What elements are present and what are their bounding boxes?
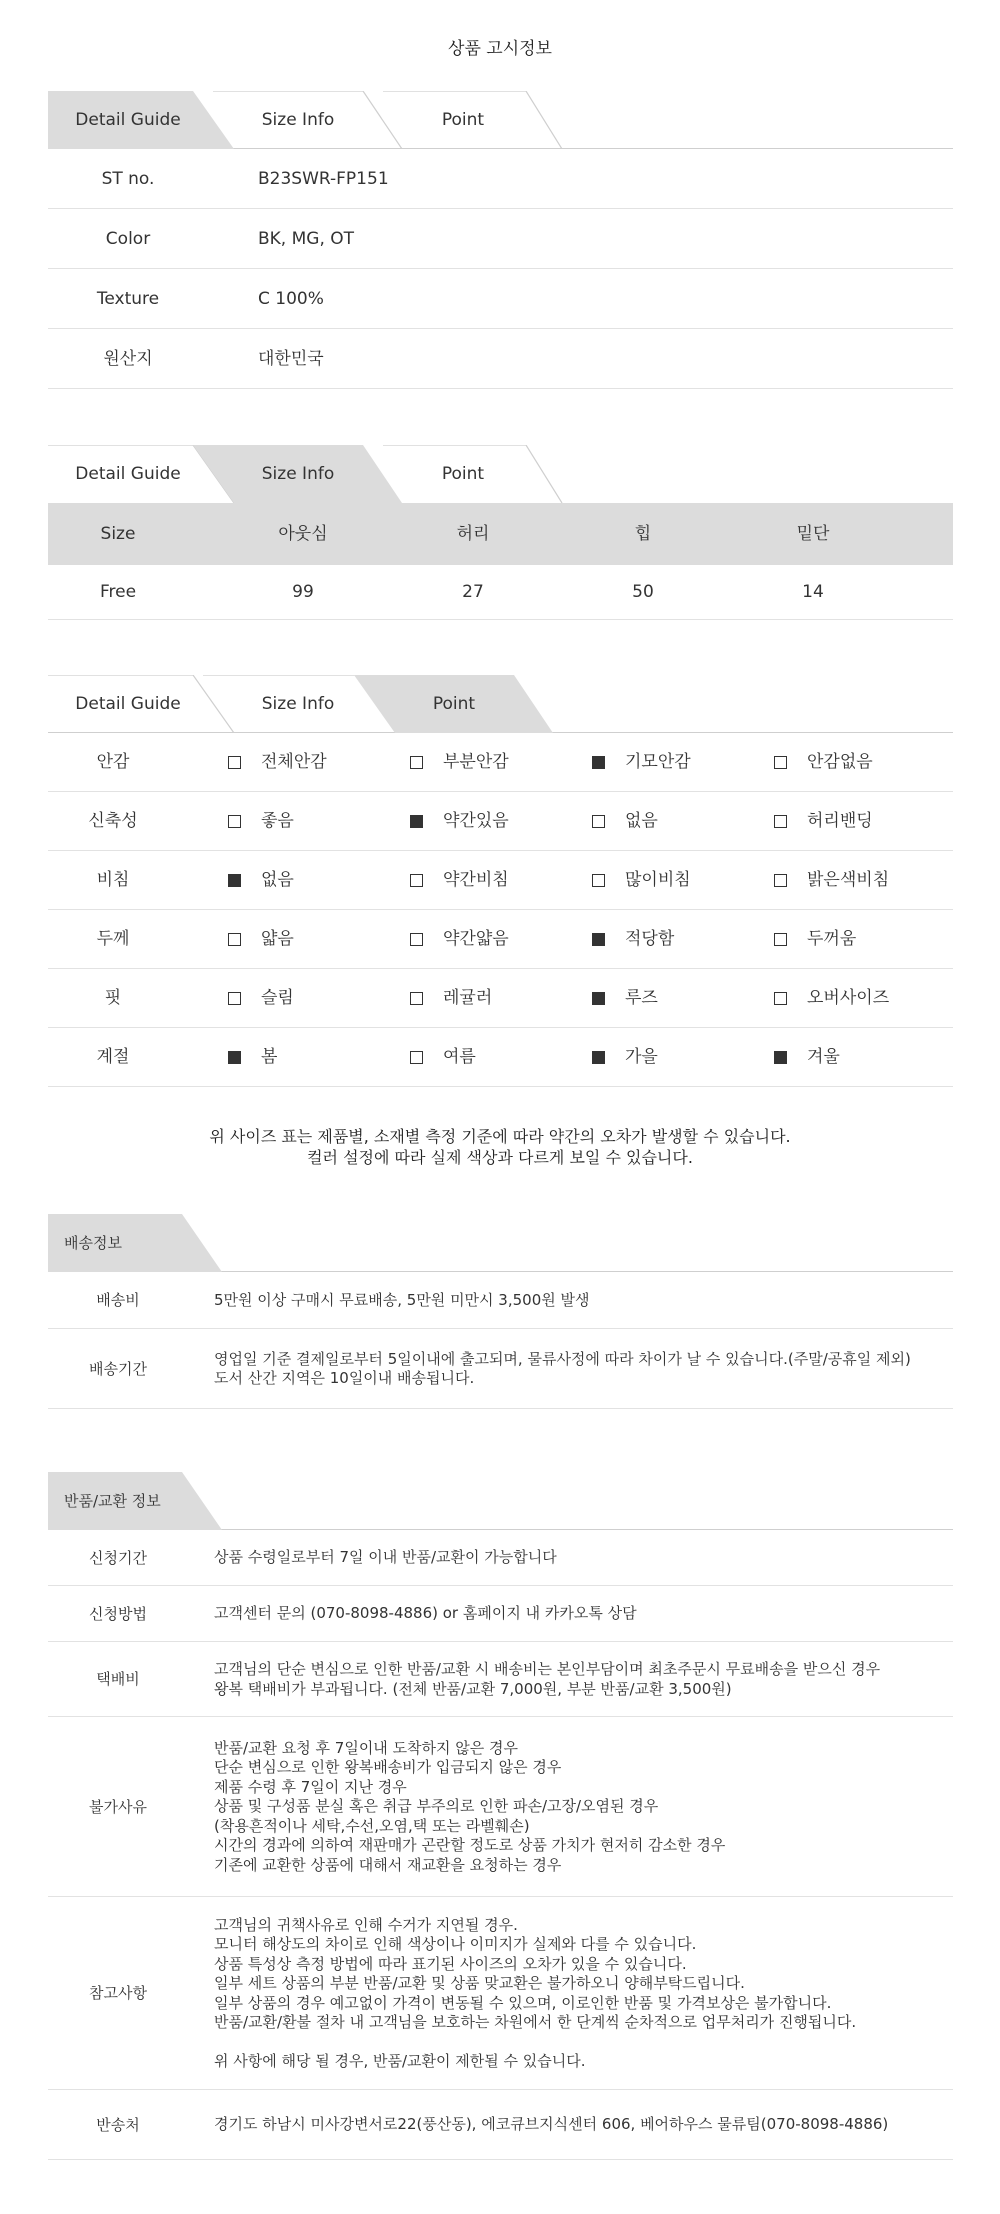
checked-box-icon — [592, 933, 605, 946]
text-line: 일부 세트 상품의 부분 반품/교환 및 상품 맞교환은 불가하오니 양해부탁드립니다. — [214, 1974, 745, 1992]
returns-row — [48, 1530, 953, 1586]
point-option-label: 약간있음 — [443, 811, 509, 831]
detail-row — [48, 209, 953, 269]
returns-table — [48, 1530, 953, 2160]
unchecked-box-icon — [410, 874, 423, 887]
tab-size-info[interactable] — [213, 91, 403, 149]
detail-row — [48, 329, 953, 389]
returns-row-label: 참고사항 — [89, 1984, 147, 2002]
unchecked-box-icon — [410, 933, 423, 946]
unchecked-box-icon — [228, 756, 241, 769]
tab-label: Size Info — [261, 464, 335, 484]
unchecked-box-icon — [228, 815, 241, 828]
point-option-label: 전체안감 — [261, 752, 327, 772]
point-option-label: 레귤러 — [443, 988, 493, 1008]
point-section — [48, 675, 953, 1087]
tab-point[interactable] — [383, 445, 563, 503]
unchecked-box-icon — [774, 874, 787, 887]
size-cell: 27 — [462, 582, 484, 602]
size-header-cell: 아웃심 — [278, 524, 328, 544]
point-option-label: 부분안감 — [443, 752, 509, 772]
size-cell: 99 — [292, 582, 314, 602]
size-cell: 50 — [632, 582, 654, 602]
checked-box-icon — [774, 1051, 787, 1064]
text-line: (착용흔적이나 세탁,수선,오염,택 또는 라벨훼손) — [214, 1816, 530, 1835]
point-option-label: 두꺼움 — [807, 929, 857, 949]
size-header-cell: 허리 — [456, 524, 490, 544]
size-cell: Free — [99, 582, 137, 602]
tab-label: Detail Guide — [75, 110, 181, 130]
text-line: 기존에 교환한 상품에 대해서 재교환을 요청하는 경우 — [214, 1855, 562, 1874]
point-option-label: 적당함 — [625, 929, 675, 949]
unchecked-box-icon — [228, 992, 241, 1005]
point-option-label: 밝은색비침 — [807, 870, 890, 890]
checked-box-icon — [592, 756, 605, 769]
point-option-label: 안감없음 — [807, 752, 873, 772]
returns-row — [48, 1586, 953, 1642]
tab-label: Detail Guide — [75, 694, 181, 714]
notice-line: 컬러 설정에 따라 실제 색상과 다르게 보일 수 있습니다. — [307, 1148, 693, 1167]
shipping-table — [48, 1272, 953, 1409]
point-option-label: 얇음 — [261, 929, 294, 949]
text-line: 영업일 기준 결제일로부터 5일이내에 출고되며, 물류사정에 따라 차이가 날 수 있습니다.(주말/공휴일 제외) — [214, 1349, 911, 1368]
unchecked-box-icon — [410, 1051, 423, 1064]
text-line: 반품/교환/환불 절차 내 고객님을 보호하는 차원에서 한 단계씩 순차적으로 업무처리가 진행됩니다. — [214, 2013, 857, 2031]
unchecked-box-icon — [228, 933, 241, 946]
text-line: 제품 수령 후 7일이 지난 경우 — [214, 1777, 407, 1796]
tab-detail-guide[interactable] — [48, 91, 235, 149]
tab-label: Detail Guide — [75, 464, 181, 484]
shipping-title: 배송정보 — [64, 1234, 122, 1252]
returns-tab — [48, 1472, 953, 1530]
detail-value: 대한민국 — [258, 349, 324, 369]
text-line: 상품 및 구성품 분실 혹은 취급 부주의로 인한 파손/고장/오염된 경우 — [214, 1797, 659, 1816]
point-option-label: 봄 — [261, 1047, 278, 1067]
point-option-label: 기모안감 — [625, 752, 691, 772]
point-option-label: 없음 — [625, 811, 658, 831]
text-line: 왕복 택배비가 부과됩니다. (전체 반품/교환 7,000원, 부분 반품/교환 3,500원) — [214, 1679, 732, 1698]
tab-label: Size Info — [261, 694, 335, 714]
returns-row — [48, 1642, 953, 1717]
returns-row — [48, 1897, 953, 2090]
point-row-label: 두께 — [96, 929, 130, 949]
shipping-row — [48, 1329, 953, 1409]
point-option-label: 가을 — [625, 1047, 658, 1067]
unchecked-box-icon — [774, 992, 787, 1005]
point-row — [48, 1028, 953, 1087]
size-header-cell: Size — [100, 524, 136, 544]
page-title: 상품 고시정보 — [448, 39, 552, 59]
tab-size-info[interactable] — [193, 445, 403, 503]
text-line: 고객님의 단순 변심으로 인한 반품/교환 시 배송비는 본인부담이며 최초주문시 무료배송을 받으신 경우 — [214, 1660, 881, 1678]
returns-row — [48, 2090, 953, 2160]
point-option-label: 오버사이즈 — [807, 988, 890, 1008]
text-line: 시간의 경과에 의하여 재판매가 곤란할 정도로 상품 가치가 현저히 감소한 경우 — [214, 1836, 726, 1855]
checked-box-icon — [410, 815, 423, 828]
point-option-label: 루즈 — [625, 988, 658, 1008]
detail-label: 원산지 — [103, 349, 153, 369]
point-option-label: 많이비침 — [625, 870, 691, 890]
shipping-row — [48, 1272, 953, 1329]
notice-line: 위 사이즈 표는 제품별, 소재별 측정 기준에 따라 약간의 오차가 발생할 수 있습니다. — [209, 1127, 791, 1146]
returns-section — [48, 1472, 953, 2160]
point-row — [48, 851, 953, 910]
returns-row-label: 신청기간 — [89, 1549, 147, 1567]
returns-row-label: 불가사유 — [89, 1798, 147, 1816]
text-line: 위 사항에 해당 될 경우, 반품/교환이 제한될 수 있습니다. — [214, 2052, 586, 2070]
point-option-label: 여름 — [443, 1047, 476, 1067]
unchecked-box-icon — [592, 874, 605, 887]
detail-guide-section — [48, 91, 953, 389]
unchecked-box-icon — [774, 756, 787, 769]
size-header-cell: 밑단 — [796, 524, 830, 544]
tab-point[interactable] — [354, 675, 564, 733]
returns-row-label: 택배비 — [96, 1670, 140, 1688]
text-line: 일부 상품의 경우 예고없이 가격이 변동될 수 있으며, 이로인한 반품 및 가격보상은 불가합니다. — [214, 1993, 832, 2012]
detail-row — [48, 269, 953, 329]
shipping-row-value — [214, 1291, 590, 1311]
point-row — [48, 792, 953, 851]
detail-value: BK, MG, OT — [258, 229, 355, 249]
detail-value: B23SWR-FP151 — [258, 169, 389, 189]
text-line: 단순 변심으로 인한 왕복배송비가 입금되지 않은 경우 — [214, 1758, 562, 1777]
point-option-label: 약간비침 — [443, 870, 509, 890]
size-header-cell: 힙 — [634, 524, 652, 544]
point-row — [48, 910, 953, 969]
text-line: 고객센터 문의 (070-8098-4886) or 홈페이지 내 카카오톡 상담 — [214, 1604, 637, 1623]
shipping-tab — [48, 1214, 953, 1272]
detail-label: Texture — [96, 289, 160, 309]
checked-box-icon — [592, 1051, 605, 1064]
returns-row — [48, 1717, 953, 1897]
point-option-label: 약간얇음 — [443, 929, 509, 949]
unchecked-box-icon — [410, 756, 423, 769]
unchecked-box-icon — [774, 933, 787, 946]
point-row-label: 계절 — [96, 1047, 130, 1067]
text-line: 상품 수령일로부터 7일 이내 반품/교환이 가능합니다 — [214, 1548, 557, 1567]
unchecked-box-icon — [410, 992, 423, 1005]
text-line: 반품/교환 요청 후 7일이내 도착하지 않은 경우 — [214, 1738, 519, 1757]
returns-row-value — [214, 1739, 725, 1876]
point-table — [48, 733, 953, 1087]
shipping-row-label: 배송기간 — [89, 1360, 147, 1378]
size-cell: 14 — [802, 582, 824, 602]
text-line — [214, 2033, 856, 2053]
size-info-section — [48, 445, 953, 620]
point-option-label: 없음 — [261, 870, 294, 890]
text-line: 고객님의 귀책사유로 인해 수거가 지연될 경우. — [214, 1915, 518, 1934]
point-option-label: 허리밴딩 — [807, 811, 873, 831]
returns-row-label: 반송처 — [96, 2116, 140, 2134]
size-notice — [0, 1126, 1000, 1168]
shipping-row-label: 배송비 — [96, 1291, 140, 1309]
returns-row-label: 신청방법 — [89, 1605, 147, 1623]
text-line: 모니터 해상도의 차이로 인해 색상이나 이미지가 실제와 다를 수 있습니다. — [214, 1935, 697, 1953]
returns-row-value — [214, 1548, 557, 1568]
tab-bar — [48, 91, 953, 149]
returns-row-value — [214, 2115, 888, 2135]
text-line: 상품 특성상 측정 방법에 따라 표기된 사이즈의 오차가 있을 수 있습니다. — [214, 1954, 687, 1973]
text-line: 도서 산간 지역은 10일이내 배송됩니다. — [214, 1369, 475, 1387]
point-row-label: 신축성 — [88, 811, 138, 831]
point-option-label: 겨울 — [807, 1047, 840, 1067]
text-line: 경기도 하남시 미사강변서로22(풍산동), 에코큐브지식센터 606, 베어하우스 물류팀(070-8098-4886) — [214, 2115, 889, 2134]
point-row — [48, 733, 953, 792]
text-line: 5만원 이상 구매시 무료배송, 5만원 미만시 3,500원 발생 — [214, 1290, 590, 1309]
point-option-label: 좋음 — [261, 811, 294, 831]
returns-row-value — [214, 1604, 637, 1624]
tab-label: Point — [441, 110, 485, 130]
detail-row — [48, 149, 953, 209]
tab-bar — [48, 445, 953, 503]
point-row — [48, 969, 953, 1028]
returns-title: 반품/교환 정보 — [64, 1492, 161, 1510]
detail-value: C 100% — [258, 289, 324, 309]
point-row-label: 비침 — [96, 870, 130, 890]
checked-box-icon — [228, 874, 241, 887]
tab-label: Size Info — [261, 110, 335, 130]
checked-box-icon — [592, 992, 605, 1005]
size-table-header — [48, 503, 953, 565]
detail-label: ST no. — [101, 169, 155, 189]
point-row-label: 핏 — [104, 988, 122, 1008]
tab-label: Point — [441, 464, 485, 484]
checked-box-icon — [228, 1051, 241, 1064]
unchecked-box-icon — [774, 815, 787, 828]
unchecked-box-icon — [592, 815, 605, 828]
tab-point[interactable] — [383, 91, 563, 149]
returns-row-value — [214, 1916, 856, 2072]
tab-bar — [48, 675, 953, 733]
returns-row-value — [214, 1660, 880, 1699]
size-table-row — [48, 565, 953, 620]
detail-label: Color — [105, 229, 151, 249]
shipping-row-value — [214, 1350, 911, 1389]
point-row-label: 안감 — [96, 752, 130, 772]
tab-label: Point — [432, 694, 476, 714]
point-option-label: 슬림 — [261, 988, 294, 1008]
shipping-section — [48, 1214, 953, 1409]
